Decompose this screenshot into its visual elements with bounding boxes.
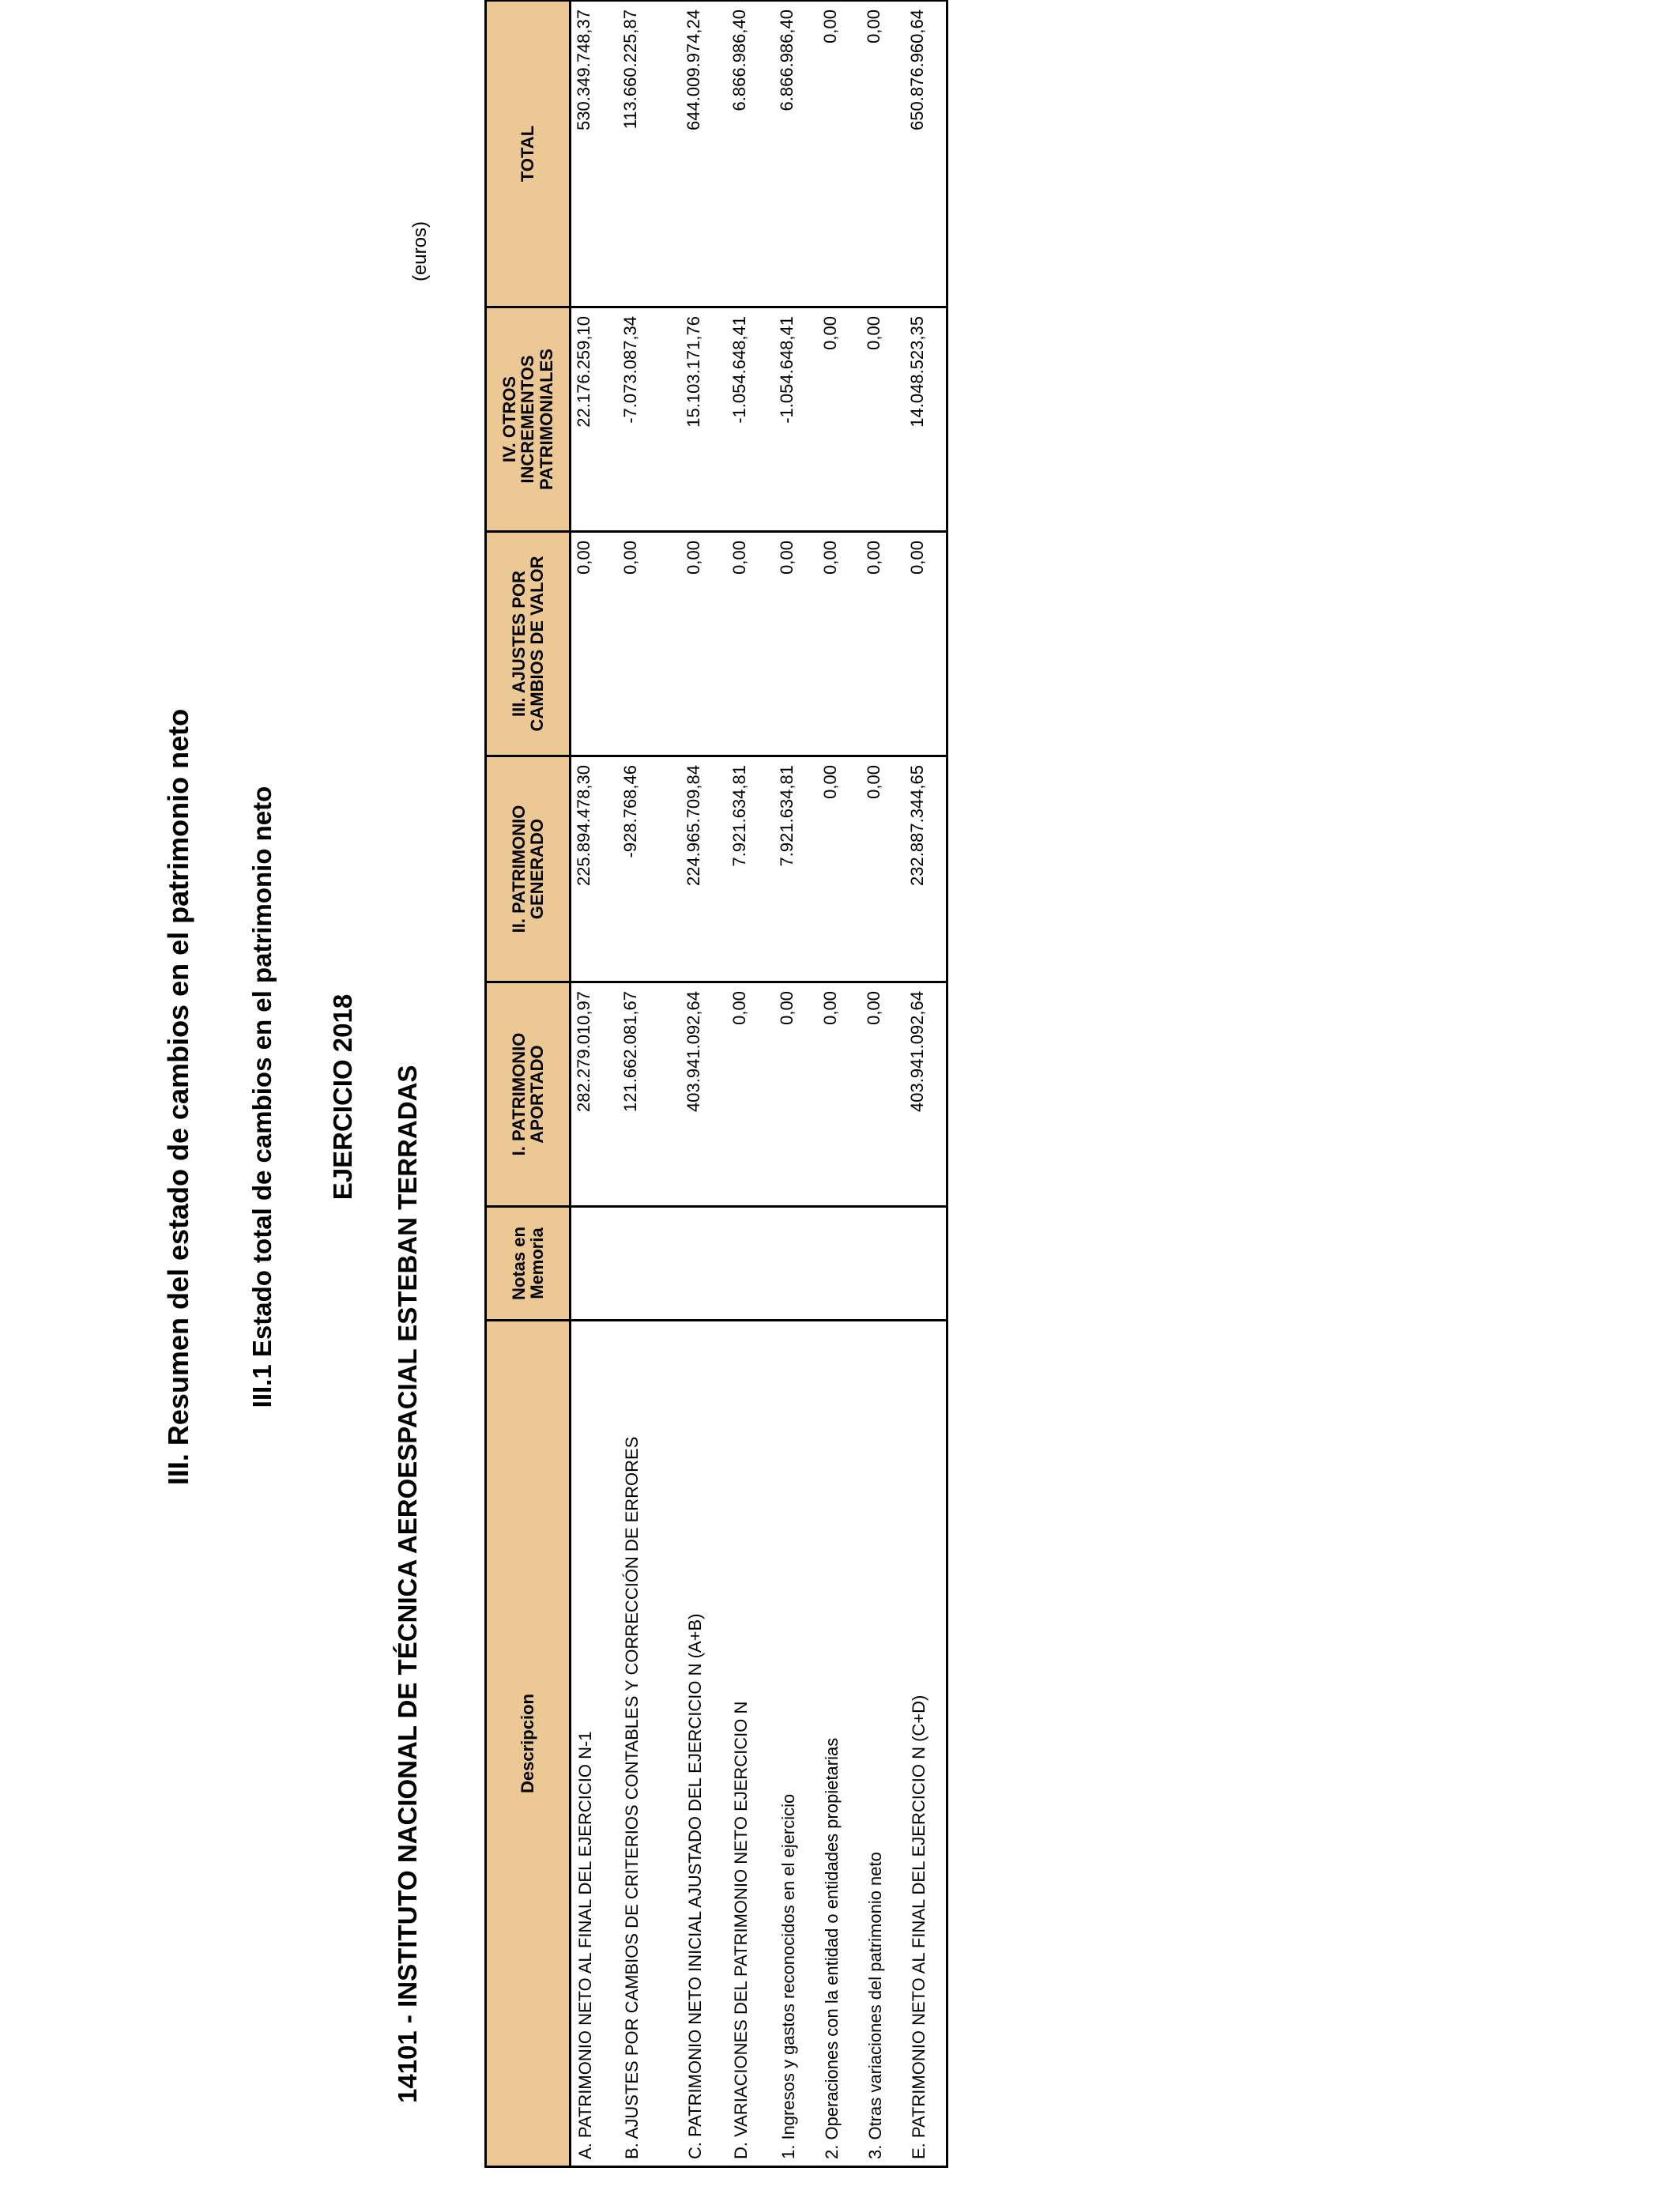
row-ajustes-cambios-valor: 0,00 xyxy=(571,532,618,756)
row-ajustes-cambios-valor: 0,00 xyxy=(618,532,681,756)
row-patrimonio-generado: -928.768,46 xyxy=(618,756,681,982)
table-row xyxy=(618,1,681,2167)
row-ajustes-cambios-valor: 0,00 xyxy=(818,532,861,756)
row-patrimonio-generado: 232.887.344,65 xyxy=(905,756,947,982)
row-otros-incrementos: 0,00 xyxy=(861,307,905,532)
table-row xyxy=(571,1,618,2167)
row-total: 0,00 xyxy=(861,1,905,307)
row-ajustes-cambios-valor: 0,00 xyxy=(905,532,947,756)
row-description: C. PATRIMONIO NETO INICIAL AJUSTADO DEL EJERCICIO N (A+B) xyxy=(681,1321,727,2167)
row-patrimonio-aportado: 0,00 xyxy=(818,982,861,1207)
row-patrimonio-generado: 0,00 xyxy=(818,756,861,982)
row-description: E. PATRIMONIO NETO AL FINAL DEL EJERCICIO N (C+D) xyxy=(905,1321,947,2167)
equity-changes-table xyxy=(484,0,948,2168)
row-notes xyxy=(818,1207,861,1321)
exercise-year: EJERCICIO 2018 xyxy=(328,993,357,1201)
row-patrimonio-aportado: 0,00 xyxy=(774,982,818,1207)
row-total: 6.866.986,40 xyxy=(774,1,818,307)
table-row xyxy=(681,1,727,2167)
row-description: B. AJUSTES POR CAMBIOS DE CRITERIOS CONTABLES Y CORRECCIÓN DE ERRORES xyxy=(618,1321,681,2167)
document-title: III. Resumen del estado de cambios en el patrimonio neto xyxy=(162,708,194,1486)
row-patrimonio-aportado: 121.662.081,67 xyxy=(618,982,681,1207)
row-patrimonio-generado: 225.894.478,30 xyxy=(571,756,618,982)
row-total: 644.009.974,24 xyxy=(681,1,727,307)
row-patrimonio-generado: 7.921.634,81 xyxy=(774,756,818,982)
row-notes xyxy=(774,1207,818,1321)
row-otros-incrementos: 0,00 xyxy=(818,307,861,532)
row-notes xyxy=(571,1207,618,1321)
row-description: A. PATRIMONIO NETO AL FINAL DEL EJERCICIO N-1 xyxy=(571,1321,618,2167)
col-header-patrimonio-aportado: I. PATRIMONIO APORTADO xyxy=(486,982,571,1207)
row-ajustes-cambios-valor: 0,00 xyxy=(861,532,905,756)
row-total: 0,00 xyxy=(818,1,861,307)
row-otros-incrementos: 22.176.259,10 xyxy=(571,307,618,532)
table-row xyxy=(861,1,905,2167)
col-header-patrimonio-generado: II. PATRIMONIO GENERADO xyxy=(486,756,571,982)
row-notes xyxy=(905,1207,947,1321)
document-subtitle: III.1 Estado total de cambios en el patrimonio neto xyxy=(247,786,277,1408)
row-description: 3. Otras variaciones del patrimonio neto xyxy=(861,1321,905,2167)
row-patrimonio-generado: 7.921.634,81 xyxy=(727,756,774,982)
row-notes xyxy=(618,1207,681,1321)
table-row xyxy=(774,1,818,2167)
row-total: 6.866.986,40 xyxy=(727,1,774,307)
row-patrimonio-aportado: 403.941.092,64 xyxy=(905,982,947,1207)
row-total: 650.876.960,64 xyxy=(905,1,947,307)
col-header-description: Descripcion xyxy=(486,1321,571,2167)
col-header-notes: Notas en Memoria xyxy=(486,1207,571,1321)
table-header-row xyxy=(486,1,571,2167)
table-row xyxy=(905,1,947,2167)
currency-units: (euros) xyxy=(409,221,431,282)
row-total: 530.349.748,37 xyxy=(571,1,618,307)
row-ajustes-cambios-valor: 0,00 xyxy=(727,532,774,756)
row-otros-incrementos: 14.048.523,35 xyxy=(905,307,947,532)
row-notes xyxy=(681,1207,727,1321)
row-notes xyxy=(727,1207,774,1321)
table-row xyxy=(818,1,861,2167)
col-header-total: TOTAL xyxy=(486,1,571,307)
row-patrimonio-aportado: 0,00 xyxy=(727,982,774,1207)
row-patrimonio-aportado: 0,00 xyxy=(861,982,905,1207)
row-ajustes-cambios-valor: 0,00 xyxy=(774,532,818,756)
row-ajustes-cambios-valor: 0,00 xyxy=(681,532,727,756)
row-otros-incrementos: -1.054.648,41 xyxy=(774,307,818,532)
col-header-otros-incrementos: IV. OTROS INCREMENTOS PATRIMONIALES xyxy=(486,307,571,532)
row-otros-incrementos: -1.054.648,41 xyxy=(727,307,774,532)
row-patrimonio-aportado: 403.941.092,64 xyxy=(681,982,727,1207)
entity-name: 14101 - INSTITUTO NACIONAL DE TÉCNICA AEROESPACIAL ESTEBAN TERRADAS xyxy=(393,1065,422,2103)
row-total: 113.660.225,87 xyxy=(618,1,681,307)
row-otros-incrementos: 15.103.171,76 xyxy=(681,307,727,532)
row-notes xyxy=(861,1207,905,1321)
col-header-ajustes-cambios-valor: III. AJUSTES POR CAMBIOS DE VALOR xyxy=(486,532,571,756)
row-patrimonio-aportado: 282.279.010,97 xyxy=(571,982,618,1207)
row-description: D. VARIACIONES DEL PATRIMONIO NETO EJERCICIO N xyxy=(727,1321,774,2167)
row-description: 2. Operaciones con la entidad o entidades propietarias xyxy=(818,1321,861,2167)
row-otros-incrementos: -7.073.087,34 xyxy=(618,307,681,532)
row-description: 1. Ingresos y gastos reconocidos en el ejercicio xyxy=(774,1321,818,2167)
row-patrimonio-generado: 224.965.709,84 xyxy=(681,756,727,982)
table-row xyxy=(727,1,774,2167)
row-patrimonio-generado: 0,00 xyxy=(861,756,905,982)
